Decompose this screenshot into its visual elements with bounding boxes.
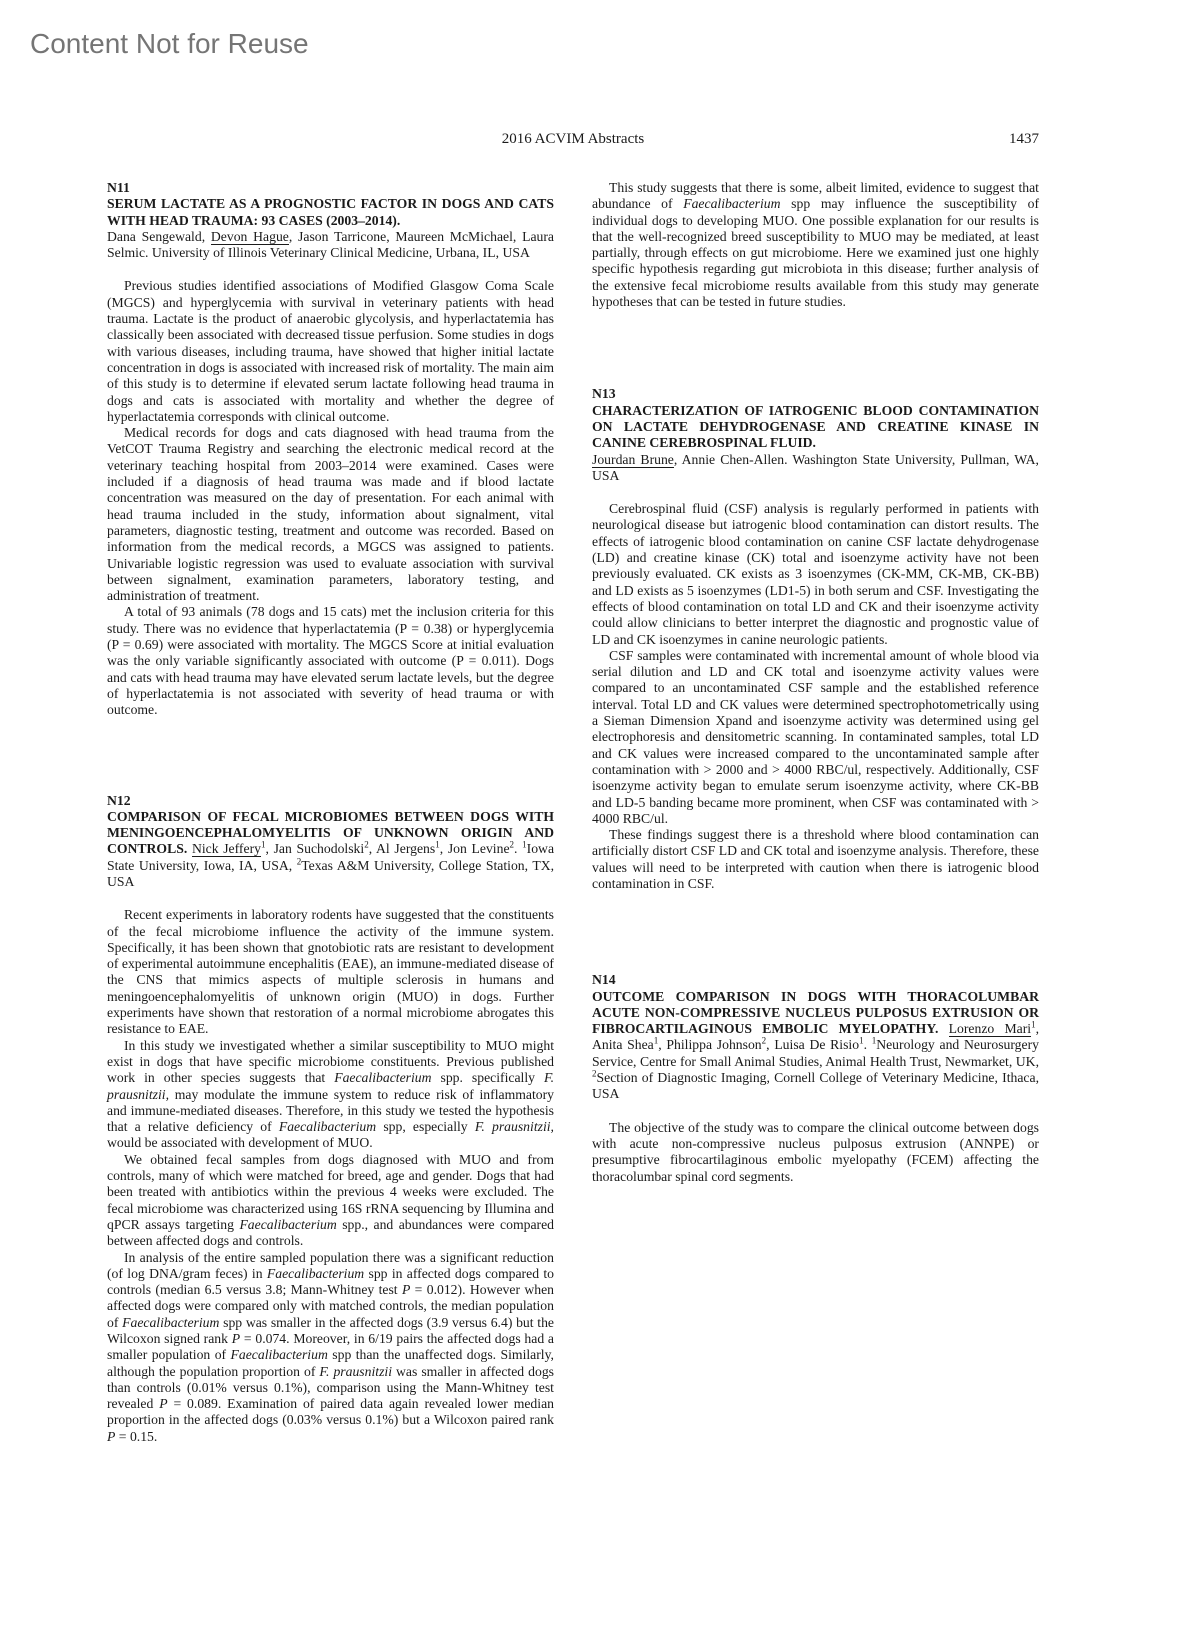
abstract-n13 — [592, 386, 1039, 892]
abstract-header — [592, 386, 1039, 484]
abstract-title: OUTCOME COMPARISON IN DOGS WITH THORACOLUMBAR ACUTE NON-COMPRESSIVE NUCLEUS PULPOSUS EXTRUSION OR FIBROCARTILAGINOUS EMBOLIC MYELOPATHY. — [592, 988, 1039, 1037]
abstract-authors: Jourdan Brune, Annie Chen-Allen. Washington State University, Pullman, WA, USA — [592, 451, 1039, 483]
abstract-id: N14 — [592, 972, 616, 988]
abstract-n14 — [592, 972, 1039, 1185]
presenting-author: Lorenzo Mari — [948, 1021, 1032, 1037]
page-number: 1437 — [1009, 131, 1039, 147]
abstract-title-authors: OUTCOME COMPARISON IN DOGS WITH THORACOLUMBAR ACUTE NON-COMPRESSIVE NUCLEUS PULPOSUS EXTRUSION OR FIBROCARTILAGINOUS EMBOLIC MYELOPATHY. Lorenzo Mari$^1$, Anita Shea$^1$, Philippa Johnson$^2$, Luisa De Risio$^1$. $^1$Neurology and Neurosurgery Service, Centre for Small Animal Studies, Animal Health Trust, Newmarket, UK, $^2$Section of Diagnostic Imaging, Cornell College of Veterinary Medicine, Ithaca, USA — [592, 988, 1040, 1102]
presenting-author: Jourdan Brune — [592, 451, 674, 467]
watermark: Content Not for Reuse — [30, 28, 309, 59]
abstract-paragraph: This study suggests that there is some, albeit limited, evidence to suggest that abundance of Faecalibacterium spp may influence the susceptibility of individual dogs to developing MUO. One possible explanation for our results is that the well-recognized breed susceptibility to MUO may be mediated, at least partially, through effects on gut microbiome. Here we examined just one highly specific hypothesis regarding gut microbiota in this disease; further analysis of the extensive fecal microbiome results available from this study may generate hypotheses that can be tested in future studies. — [592, 180, 1040, 310]
abstract-id: N11 — [107, 180, 130, 195]
running-head — [107, 131, 1039, 155]
left-column — [107, 180, 554, 1445]
abstract-header — [107, 180, 554, 261]
abstract-header — [592, 972, 1039, 1102]
abstract-authors: Dana Sengewald, Devon Hague, Jason Tarricone, Maureen McMichael, Laura Selmic. University of Illinois Veterinary Clinical Medicine, Urbana, IL, USA — [107, 228, 554, 261]
abstract-paragraph: The objective of the study was to compare the clinical outcome between dogs with acute non-compressive nucleus pulposus extrusion (ANNPE) or presumptive fibrocartilaginous embolic myelopathy (FCEM) affecting the thoracolumbar spinal cord segments. — [592, 1119, 1039, 1184]
running-title: 2016 ACVIM Abstracts — [501, 131, 645, 147]
presenting-author: Nick Jeffery — [191, 841, 261, 857]
abstract-paragraph: These findings suggest there is a threshold where blood contamination can artificially distort CSF LD and CK total and isoenzyme analysis. Therefore, these values will need to be interpreted with caution when there is iatrogenic blood contamination in CSF. — [592, 827, 1039, 891]
abstract-id: N12 — [107, 792, 131, 808]
abstract-header — [107, 793, 554, 891]
abstract-paragraph: A total of 93 animals (78 dogs and 15 cats) met the inclusion criteria for this study. There was no evidence that hyperlactatemia (P = 0.38) or hyperglycemia (P = 0.69) were associated with mortality. The MGCS Score at initial evaluation was the only variable significantly associated with outcome (P = 0.011). Dogs and cats with head trauma may have elevated serum lactate levels, but the degree of hyperlactatemia is not associated with severity of head trauma or with outcome. — [107, 604, 554, 718]
abstract-title-authors: COMPARISON OF FECAL MICROBIOMES BETWEEN DOGS WITH MENINGOENCEPHALOMYELITIS OF UNKNOWN ORIGIN AND CONTROLS. Nick Jeffery$^1$, Jan Suchodolski$^2$, Al Jergens$^1$, Jon Levine$^2$. $^1$Iowa State University, Iowa, IA, USA, $^2$Texas A&M University, College Station, TX, USA — [107, 808, 555, 889]
abstract-n11 — [107, 180, 554, 719]
right-column — [592, 180, 1039, 1185]
abstract-title: CHARACTERIZATION OF IATROGENIC BLOOD CONTAMINATION ON LACTATE DEHYDROGENASE AND CREATINE KINASE IN CANINE CEREBROSPINAL FLUID. — [592, 402, 1039, 451]
abstract-paragraph: Previous studies identified associations of Modified Glasgow Coma Scale (MGCS) and hyperglycemia with survival in veterinary patients with head trauma. Lactate is the product of anaerobic glycolysis, and hyperlactatemia has classically been associated with decreased tissue perfusion. Some studies in dogs with various diseases, including trauma, have showed that higher initial lactate concentration in dogs is associated with increased risk of mortality. The main aim of this study is to determine if elevated serum lactate following head trauma in dogs and cats is associated with mortality and whether the degree of hyperlactatemia corresponds with clinical outcome. — [107, 278, 555, 424]
presenting-author: Devon Hague — [210, 228, 289, 244]
abstract-paragraph: Medical records for dogs and cats diagnosed with head trauma from the VetCOT Trauma Registry and searching the electronic medical record at the veterinary teaching hospital from 2003–2014 were examined. Cases were included if a diagnosis of head trauma was made and if blood lactate concentration was measured on the day of presentation. For each animal with head trauma included in the study, information about signalment, vital parameters, diagnostic testing, treatment and outcome was recorded. Based on information from the medical records, a MGCS was assigned to patients. Univariable logistic regression was used to evaluate association with survival between signalment, examination parameters, laboratory testing, and administration of treatment. — [107, 425, 554, 604]
abstract-paragraph: Recent experiments in laboratory rodents have suggested that the constituents of the fecal microbiome influence the activity of the immune system. Specifically, it has been shown that gnotobiotic rats are resistant to development of experimental autoimmune encephalitis (EAE), an immune-mediated disease of the CNS that mimics aspects of multiple sclerosis in humans and meningoencephalomyelitis of unknown origin (MUO) in dogs. Further experiments have shown that restoration of a normal microbiome abrogates this resistance to EAE. — [107, 907, 554, 1037]
abstract-id: N13 — [592, 386, 616, 402]
abstract-paragraph: We obtained fecal samples from dogs diagnosed with MUO and from controls, many of which were matched for breed, age and gender. Dogs that had been treated with antibiotics within the previous 4 weeks were excluded. The fecal microbiome was characterized using 16S rRNA sequencing by Illumina and qPCR assays targeting Faecalibacterium spp., and abundances were compared between affected dogs and controls. — [107, 1151, 554, 1249]
abstract-paragraph: In analysis of the entire sampled population there was a significant reduction (of log DNA/gram feces) in Faecalibacterium spp in affected dogs compared to controls (median 6.5 versus 3.8; Mann-Whitney test P = 0.012). However when affected dogs were compared only with matched controls, the median population of Faecalibacterium spp was smaller in the affected dogs (3.9 versus 6.4) but the Wilcoxon signed rank P = 0.074. Moreover, in 6/19 pairs the affected dogs had a smaller population of Faecalibacterium spp than the unaffected dogs. Similarly, although the population proportion of F. prausnitzii was smaller in affected dogs than controls (0.01% versus 0.1%), comparison using the Mann-Whitney test revealed P = 0.089. Examination of paired data again revealed lower median proportion in the affected dogs (0.03% versus 0.1%) but a Wilcoxon paired rank P = 0.15. — [107, 1249, 554, 1444]
abstract-paragraph: CSF samples were contaminated with incremental amount of whole blood via serial dilution and LD and CK total and isoenzyme activity values were compared to an uncontaminated CSF sample and the established reference interval. Total LD and CK values were determined spectrophotometrically using a Sieman Dimension Xpand and isoenzyme activity was determined using gel electrophoresis and densitometric scanning. In contaminated samples, total LD and CK values were increased compared to the uncontaminated sample after contamination with > 2000 and > 4000 RBC/ul, respectively. Additionally, CSF isoenzyme activity began to emulate serum isoenzyme activity, where CK-BB and LD-5 banding became more prominent, when CSF was contaminated with > 4000 RBC/ul. — [592, 647, 1039, 826]
abstract-title: COMPARISON OF FECAL MICROBIOMES BETWEEN DOGS WITH MENINGOENCEPHALOMYELITIS OF UNKNOWN ORIGIN AND CONTROLS. — [107, 808, 554, 857]
abstract-n12 — [107, 793, 554, 1446]
abstract-paragraph: In this study we investigated whether a similar susceptibility to MUO might exist in dogs that have specific microbiome constituents. Previous published work in other species suggests that Faecalibacterium spp. specifically F. prausnitzii, may modulate the immune system to reduce risk of inflammatory and immune-mediated diseases. Therefore, in this study we tested the hypothesis that a relative deficiency of Faecalibacterium spp, especially F. prausnitzii, would be associated with development of MUO. — [107, 1037, 554, 1151]
abstract-title: SERUM LACTATE AS A PROGNOSTIC FACTOR IN DOGS AND CATS WITH HEAD TRAUMA: 93 CASES (2003–2014). — [107, 196, 554, 228]
abstract-paragraph: Cerebrospinal fluid (CSF) analysis is regularly performed in patients with neurological disease but iatrogenic blood contamination can distort results. The effects of iatrogenic blood contamination on canine CSF lactate dehydrogenase (LD) and creatine kinase (CK) total and isoenzyme activity have not been previously evaluated. CK exists as 3 isoenzymes (CK-MM, CK-MB, CK-BB) and LD exists as 5 isoenzymes (LD1-5) in both serum and CSF. Investigating the effects of blood contamination on total LD and CK and their isoenzyme activity could allow clinicians to better interpret the diagnostic and prognostic value of LD and CK isoenzymes in canine neurologic patients. — [592, 501, 1039, 647]
